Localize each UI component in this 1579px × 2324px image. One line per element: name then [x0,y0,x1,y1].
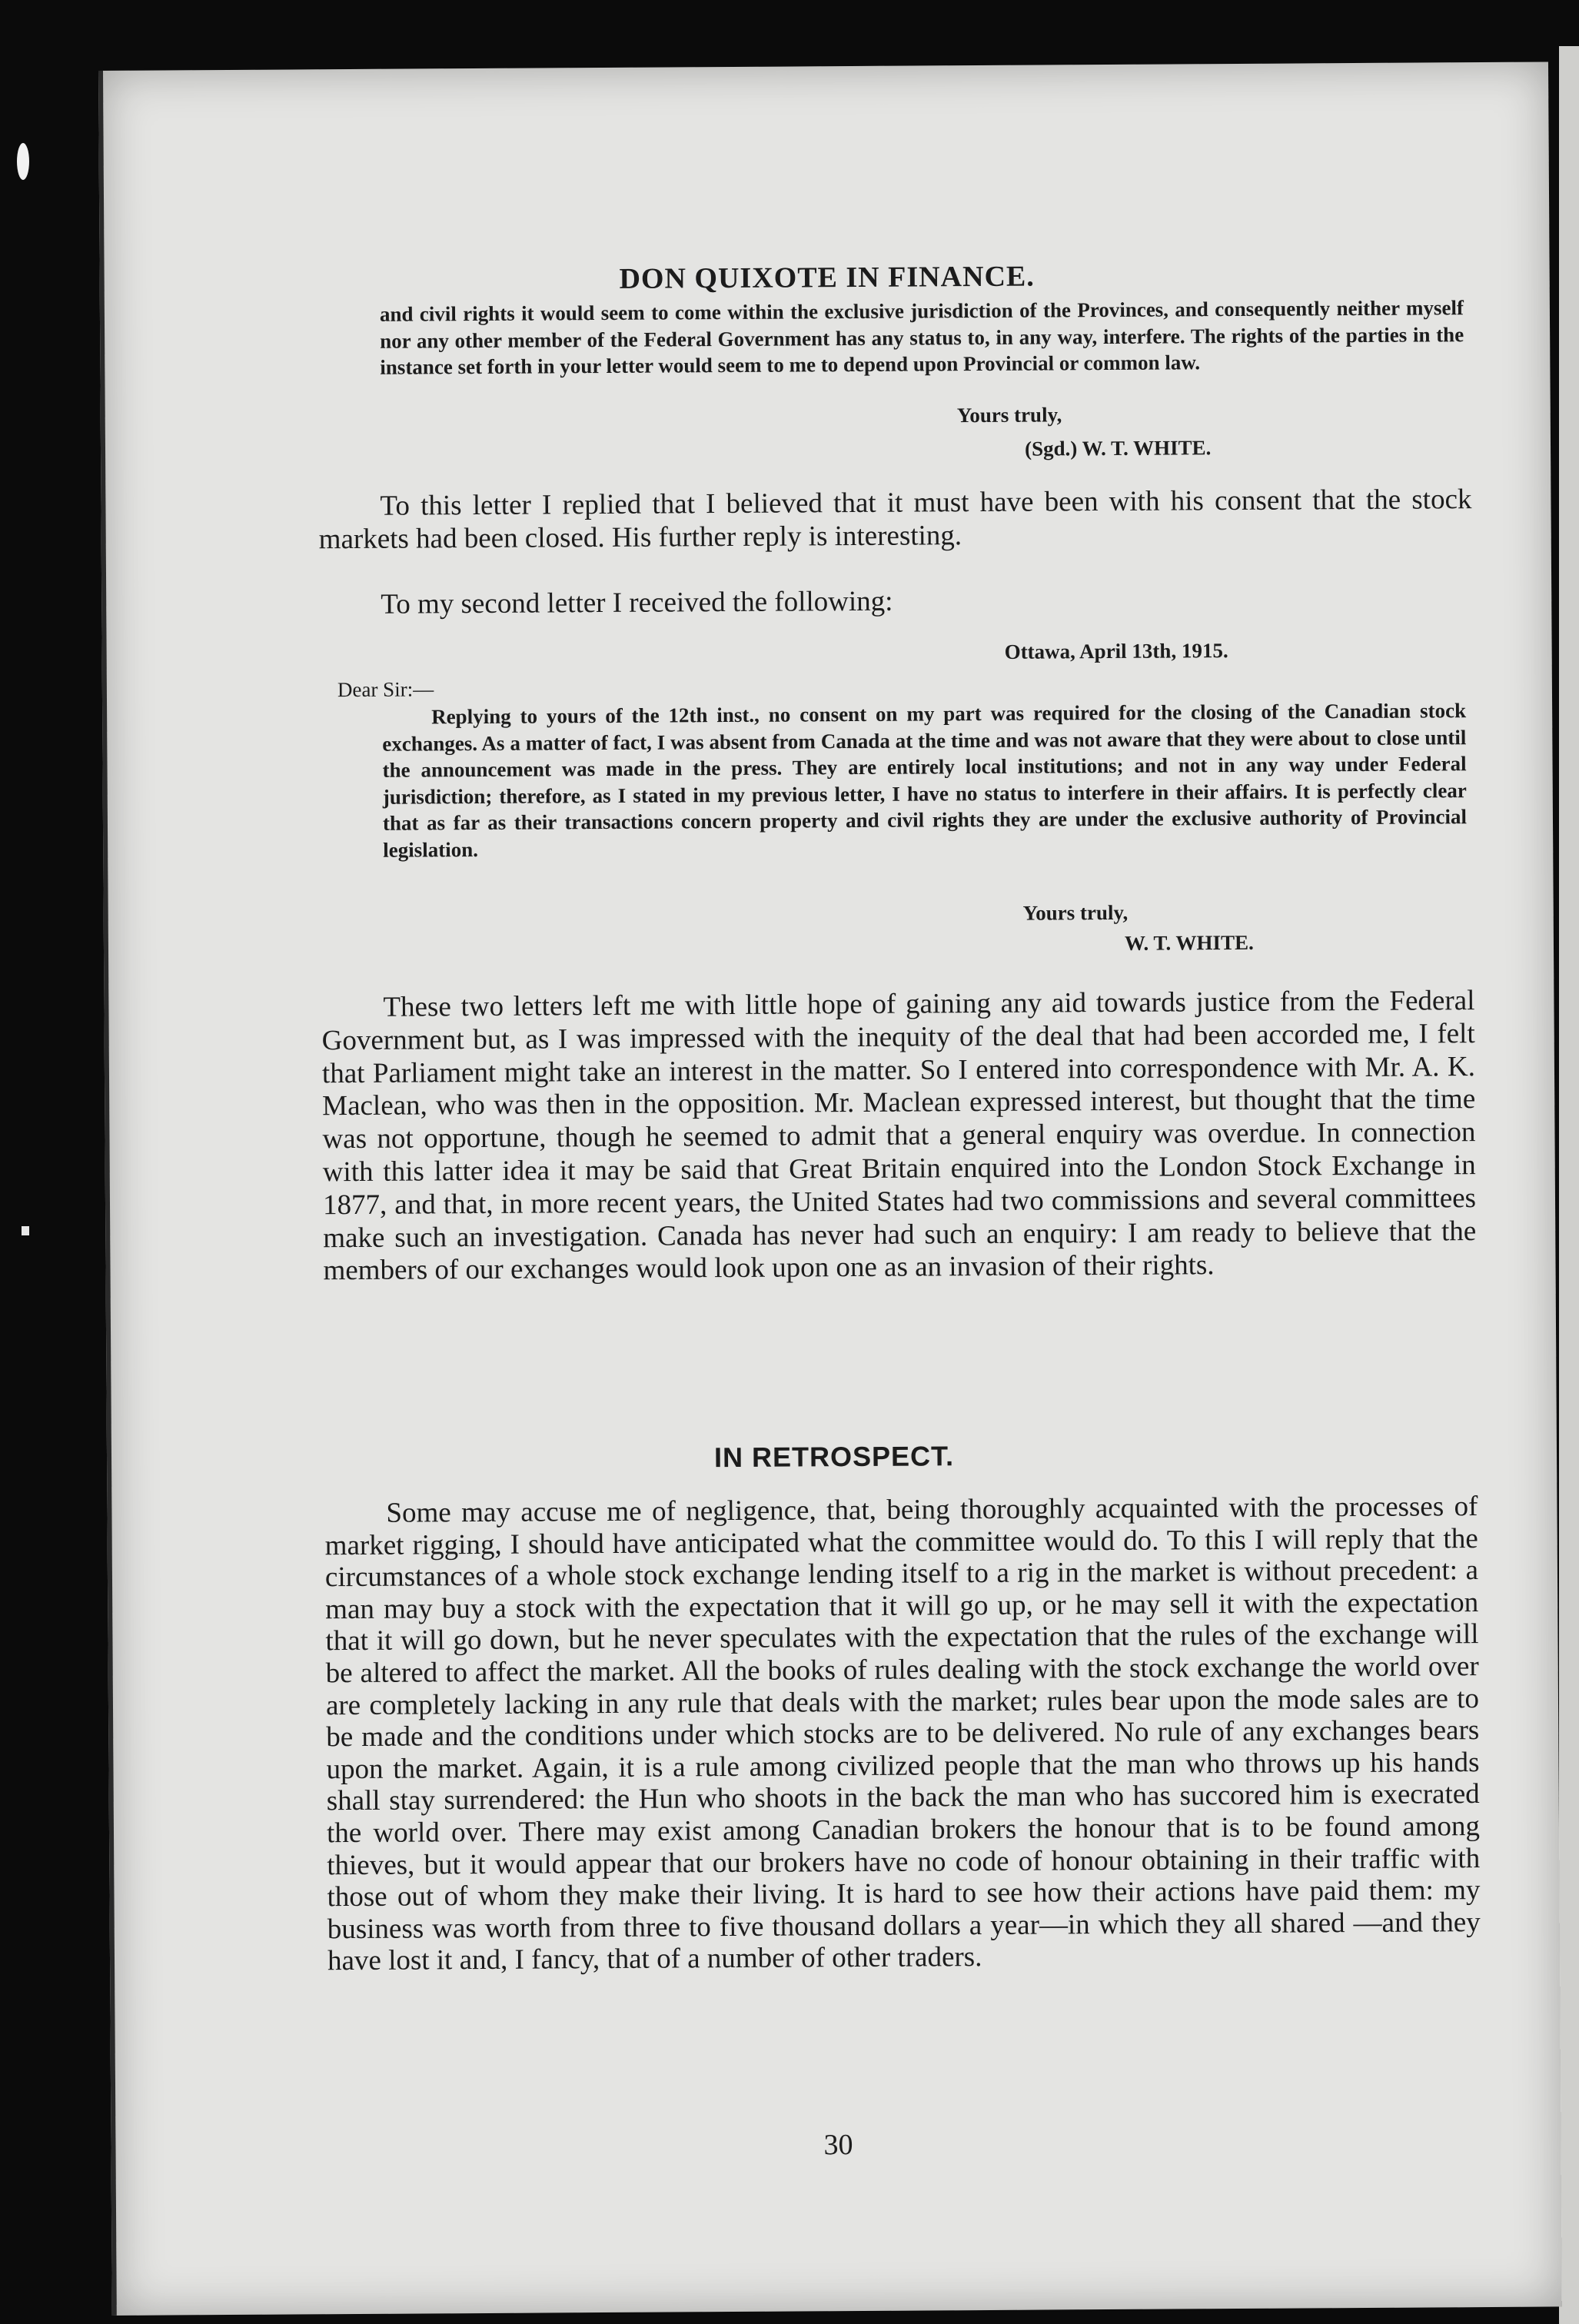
scan-mark [22,1226,29,1235]
letter2-body: Replying to yours of the 12th inst., no consent on my part was required for the closing of the Canadian stock exchanges. As a matter of fact, I was absent from Canada at the time and was not aware that they were about to close until the announcement was made in the press. They are entirely local institutions; and not in any way under Federal jurisdiction; therefore, as I stated in my previous letter, I have no status to interfere in their affairs. It is perfectly clear that as far as their transactions concern property and civil rights they are under the exclusive authority of Provincial legislation. [382,699,1468,862]
paragraph-reply: To this letter I replied that I believed that it must have been with his consent that the stock markets had been closed. His further reply is interesting. [318,484,1472,556]
paragraph-second-letter: To my second letter I received the following: [381,585,893,620]
letter1-closing: Yours truly, [956,403,1062,427]
section-heading: IN RETROSPECT. [713,1440,955,1474]
page-title: DON QUIXOTE IN FINANCE. [619,261,1035,296]
paragraph-letters-outcome: These two letters left me with little hope of gaining any aid towards justice from the Federal Government but, as I was impressed with the inequity of the deal that had been accorded me, I felt that Parliament might take an interest in the matter. So I entered into correspondence with Mr. A. K. Maclean, who was then in the opposition. Mr. Maclean expressed interest, but thought that the time was not opportune, though he seemed to admit that a general enquiry was overdue. In connection with this latter idea it may be said that Great Britain enquired into the London Stock Exchange in 1877, and that, in more recent years, the United States had two commissions and several committees make such an investigation. Canada has never had such an enquiry: I am ready to believe that the members of our exchanges would look upon one as an invasion of their rights. [321,985,1477,1287]
letter2-signature: W. T. WHITE. [1124,930,1254,955]
adjacent-page-edge [1559,46,1579,2324]
document-page [98,62,1562,2315]
letter2-salutation: Dear Sir:— [337,677,434,702]
page-number: 30 [823,2129,853,2162]
letter1-body: and civil rights it would seem to come within the exclusive jurisdiction of the Provinces, and consequently neither myself nor any other member of the Federal Government has any status to, in any way, interfere. The rights of the parties in the instance set forth in your letter would seem to me to depend upon Provincial or common law. [379,296,1464,379]
scan-mark [17,143,29,180]
paragraph-retrospect: Some may accuse me of negligence, that, being thoroughly acquainted with the processes of market rigging, I should have anticipated what the committee would do. To this I will reply that the circumstances of a whole stock exchange lending itself to a rig in the market is without precedent: a man may buy a stock with the expectation that it will go up, or he may sell it with the expectation that it will go down, but he never speculates with the expectation that the rules of the exchange will be altered to affect the market. All the books of rules dealing with the stock exchange the world over are completely lacking in any rule that deals with the market; rules bear upon the mode sales are to be made and the conditions under which stocks are to be delivered. No rule of any exchanges bears upon the market. Again, it is a rule among civilized people that the man who throws up his hands shall stay surrendered: the Hun who shoots in the back the man who has succored him is execrated the world over. There may exist among Canadian brokers the honour that is to be found among thieves, but it would appear that our brokers have no code of honour obtaining in their traffic with those out of whom they make their living. It is hard to see how their actions have paid them: my business was worth from three to five thousand dollars a year—in which they all shared —and they have lost it and, I fancy, that of a number of other traders. [324,1491,1481,1977]
letter2-closing: Yours truly, [1022,900,1129,925]
letter1-signature: (Sgd.) W. T. WHITE. [1024,436,1212,460]
letter2-dateline: Ottawa, April 13th, 1915. [1004,639,1228,663]
